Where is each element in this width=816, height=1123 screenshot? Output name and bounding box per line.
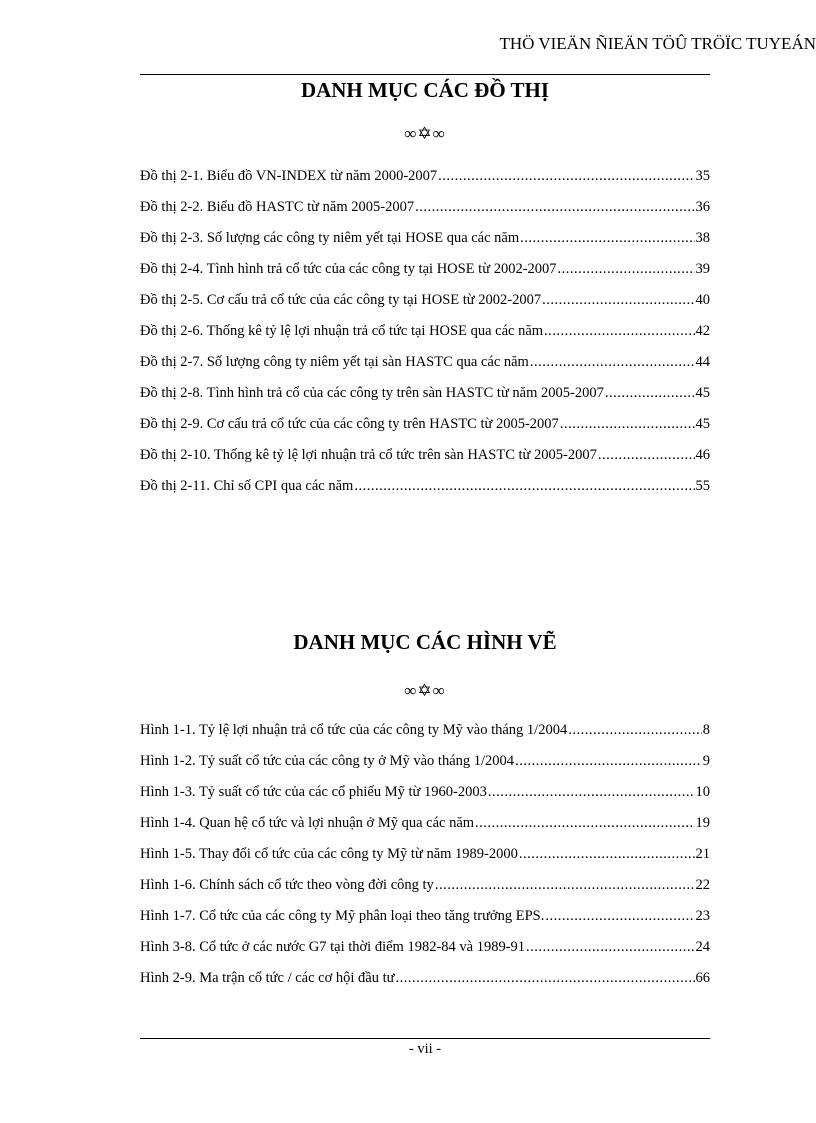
toc-entry-label: Hình 1-3. Tỷ suất cổ tức của các cổ phiếu Mỹ từ 1960-2003: [140, 784, 487, 800]
toc-entry[interactable]: [140, 260, 710, 291]
toc-entry[interactable]: [140, 783, 710, 814]
toc-entry-page: 55: [695, 478, 710, 494]
toc-dot-leader: [515, 752, 702, 770]
toc-entry-page: 45: [695, 385, 710, 401]
toc-entry-page: 23: [695, 908, 710, 924]
toc-entry-page: 19: [695, 815, 710, 831]
toc-entry-page: 10: [695, 784, 710, 800]
toc-entry[interactable]: [140, 907, 710, 938]
toc-entry[interactable]: [140, 229, 710, 260]
toc-dot-leader: [396, 969, 695, 987]
toc-dot-leader: [545, 907, 694, 925]
toc-dot-leader: [354, 477, 694, 495]
toc-entry[interactable]: [140, 322, 710, 353]
toc-dot-leader: [488, 783, 695, 801]
figures-list: [140, 721, 710, 1000]
toc-entry[interactable]: [140, 384, 710, 415]
toc-entry-label: Đồ thị 2-3. Số lượng các công ty niêm yết tại HOSE qua các năm: [140, 230, 520, 246]
toc-dot-leader: [520, 229, 694, 247]
toc-entry-page: 39: [695, 261, 710, 277]
graphs-list: [140, 167, 710, 508]
toc-entry-label: Hình 1-1. Tỷ lệ lợi nhuận trả cổ tức của các công ty Mỹ vào tháng 1/2004: [140, 722, 568, 738]
toc-entry-label: Đồ thị 2-1. Biểu đồ VN-INDEX từ năm 2000-2007: [140, 168, 438, 184]
toc-dot-leader: [598, 446, 695, 464]
toc-entry[interactable]: [140, 291, 710, 322]
toc-entry[interactable]: [140, 876, 710, 907]
toc-entry-page: 8: [702, 722, 710, 738]
toc-dot-leader: [568, 721, 702, 739]
toc-entry-label: Hình 2-9. Ma trận cổ tức / các cơ hội đầu tư: [140, 970, 395, 986]
toc-dot-leader: [558, 260, 695, 278]
toc-entry-page: 66: [695, 970, 710, 986]
toc-entry-page: 9: [702, 753, 710, 769]
toc-entry[interactable]: [140, 969, 710, 1000]
toc-entry[interactable]: [140, 353, 710, 384]
toc-dot-leader: [438, 167, 694, 185]
toc-entry-label: Đồ thị 2-6. Thống kê tỷ lệ lợi nhuận trả cổ tức tại HOSE qua các năm: [140, 323, 544, 339]
toc-dot-leader: [415, 198, 694, 216]
toc-entry-label: Đồ thị 2-10. Thống kê tỷ lệ lợi nhuận trả cổ tức trên sàn HASTC từ 2005-2007: [140, 447, 597, 463]
toc-entry[interactable]: [140, 167, 710, 198]
toc-entry-page: 35: [695, 168, 710, 184]
toc-entry[interactable]: [140, 477, 710, 508]
toc-entry-page: 42: [695, 323, 710, 339]
toc-entry[interactable]: [140, 415, 710, 446]
toc-entry[interactable]: [140, 198, 710, 229]
toc-dot-leader: [605, 384, 695, 402]
toc-entry-label: Hình 1-7. Cổ tức của các công ty Mỹ phân loại theo tăng trưởng EPS.: [140, 908, 545, 924]
toc-entry-label: Đồ thị 2-9. Cơ cấu trả cổ tức của các công ty trên HASTC từ 2005-2007: [140, 416, 559, 432]
toc-dot-leader: [542, 291, 694, 309]
toc-entry-label: Hình 1-6. Chính sách cổ tức theo vòng đời công ty: [140, 877, 434, 893]
toc-entry-label: Đồ thị 2-8. Tình hình trả cổ của các công ty trên sàn HASTC từ năm 2005-2007: [140, 385, 604, 401]
toc-entry-page: 21: [695, 846, 710, 862]
toc-entry-page: 24: [695, 939, 710, 955]
toc-entry-label: Hình 3-8. Cổ tức ở các nước G7 tại thời điểm 1982-84 và 1989-91: [140, 939, 526, 955]
header-rule: [140, 74, 710, 75]
toc-entry[interactable]: [140, 752, 710, 783]
toc-entry[interactable]: [140, 721, 710, 752]
page-number: - vii -: [408, 1041, 442, 1057]
toc-entry-page: 45: [695, 416, 710, 432]
footer-rule: [140, 1038, 710, 1039]
toc-entry[interactable]: [140, 938, 710, 969]
toc-dot-leader: [435, 876, 695, 894]
toc-entry-label: Đồ thị 2-11. Chỉ số CPI qua các năm: [140, 478, 354, 494]
toc-dot-leader: [526, 938, 694, 956]
toc-dot-leader: [530, 353, 695, 371]
toc-entry-label: Đồ thị 2-4. Tình hình trả cổ tức của các công ty tại HOSE từ 2002-2007: [140, 261, 557, 277]
toc-dot-leader: [475, 814, 694, 832]
toc-entry[interactable]: [140, 814, 710, 845]
figures-section-title: DANH MỤC CÁC HÌNH VẼ: [293, 630, 557, 654]
toc-dot-leader: [519, 845, 695, 863]
header-library-title: THÖ VIEÄN ÑIEÄN TÖÛ TRÖÏC TUYEÁN: [499, 34, 816, 53]
toc-entry[interactable]: [140, 845, 710, 876]
toc-entry-label: Hình 1-5. Thay đổi cổ tức của các công ty Mỹ từ năm 1989-2000: [140, 846, 518, 862]
toc-entry-label: Hình 1-4. Quan hệ cổ tức và lợi nhuận ở Mỹ qua các năm: [140, 815, 475, 831]
toc-entry-page: 22: [695, 877, 710, 893]
toc-entry-page: 44: [695, 354, 710, 370]
toc-entry-page: 36: [695, 199, 710, 215]
toc-entry-label: Đồ thị 2-5. Cơ cấu trả cổ tức của các công ty tại HOSE từ 2002-2007: [140, 292, 542, 308]
toc-entry[interactable]: [140, 446, 710, 477]
toc-dot-leader: [544, 322, 694, 340]
toc-entry-page: 46: [695, 447, 710, 463]
toc-entry-page: 40: [695, 292, 710, 308]
toc-entry-page: 38: [695, 230, 710, 246]
toc-entry-label: Hình 1-2. Tỷ suất cổ tức của các công ty ở Mỹ vào tháng 1/2004: [140, 753, 515, 769]
graphs-section-title: DANH MỤC CÁC ĐỒ THỊ: [300, 78, 550, 102]
toc-entry-label: Đồ thị 2-2. Biểu đồ HASTC từ năm 2005-2007: [140, 199, 415, 215]
toc-entry-label: Đồ thị 2-7. Số lượng công ty niêm yết tại sàn HASTC qua các năm: [140, 354, 529, 370]
graphs-ornament: ∞✡∞: [404, 124, 446, 143]
toc-dot-leader: [560, 415, 695, 433]
figures-ornament: ∞✡∞: [404, 681, 446, 700]
